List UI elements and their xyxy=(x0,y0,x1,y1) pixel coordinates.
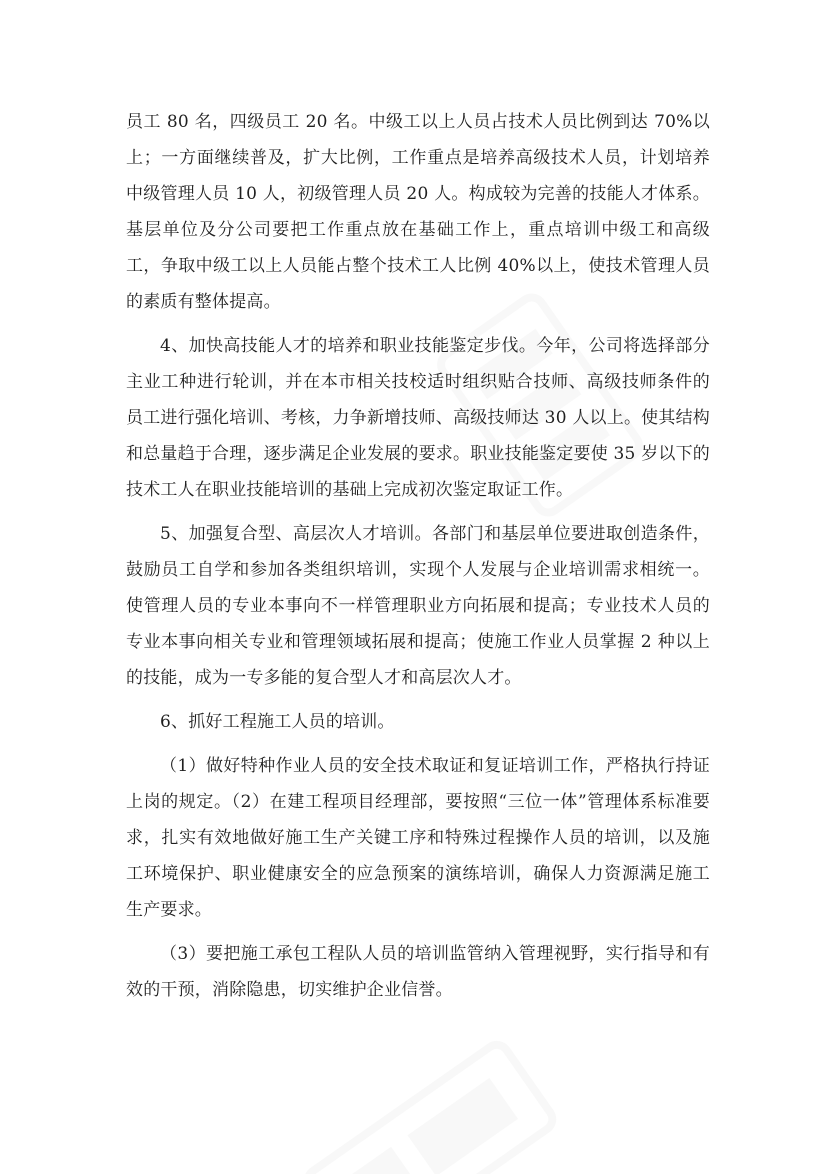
document-body xyxy=(126,104,710,1008)
paragraph-subitem-1-2: （1）做好特种作业人员的安全技术取证和复证培训工作，严格执行持证上岗的规定。（2）在建工程项目经理部，要按照“三位一体”管理体系标准要求，扎实有效地做好施工生产关键工序和特殊过程操作人员的培训，以及施工环境保护、职业健康安全的应急预案的演练培训，确保人力资源满足施工生产要求。 xyxy=(126,756,710,920)
paragraph-continuation: 员工 80 名，四级员工 20 名。中级工以上人员占技术人员比例到达 70%以上；一方面继续普及，扩大比例，工作重点是培养高级技术人员，计划培养中级管理人员 10 人，初级管理人员 20 人。构成较为完善的技能人才体系。基层单位及分公司要把工作重点放在基础工作上，重点培训中级工和高级工，争取中级工以上人员能占整个技术工人比例 40%以上，使技术管理人员的素质有整体提高。 xyxy=(126,112,710,312)
paragraph-item-5: 5、加强复合型、高层次人才培训。各部门和基层单位要进取创造条件，鼓励员工自学和参加各类组织培训，实现个人发展与企业培训需求相统一。使管理人员的专业本事向不一样管理职业方向拓展和提高；专业技术人员的专业本事向相关专业和管理领域拓展和提高；使施工作业人员掌握 2 种以上的技能，成为一专多能的复合型人才和高层次人才。 xyxy=(126,524,710,688)
paragraph-item-4: 4、加快高技能人才的培养和职业技能鉴定步伐。今年，公司将选择部分主业工种进行轮训，并在本市相关技校适时组织贴合技师、高级技师条件的员工进行强化培训、考核，力争新增技师、高级技师达 30 人以上。使其结构和总量趋于合理，逐步满足企业发展的要求。职业技能鉴定要使 35 岁以下的技术工人在职业技能培训的基础上完成初次鉴定取证工作。 xyxy=(126,336,710,500)
watermark-icon xyxy=(289,1026,571,1174)
paragraph-item-6: 6、抓好工程施工人员的培训。 xyxy=(160,712,395,732)
paragraph-subitem-3: （3）要把施工承包工程队人员的培训监管纳入管理视野，实行指导和有效的干预，消除隐患，切实维护企业信誉。 xyxy=(126,944,710,1000)
